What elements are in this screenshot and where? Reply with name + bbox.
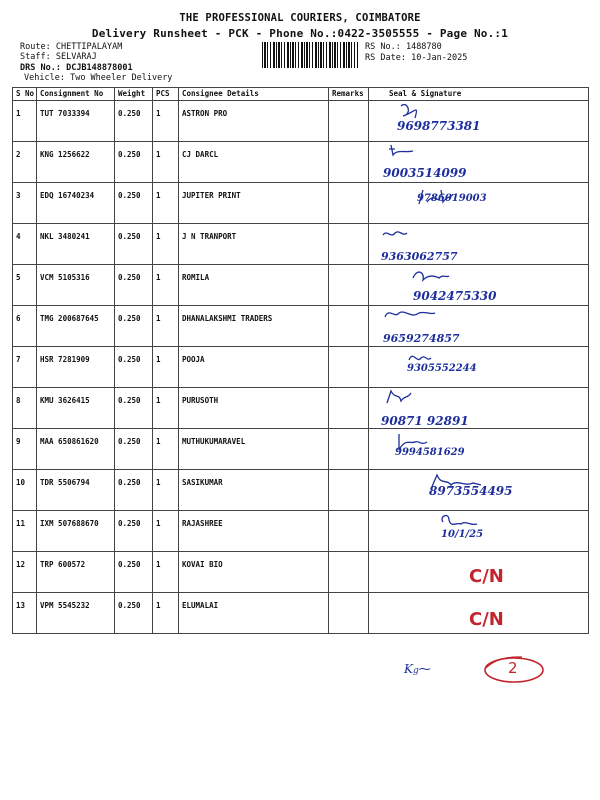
cell-sno: 5 [13,265,37,306]
table-row [13,183,589,224]
cell-consignment-no: HSR 7281909 [37,347,115,388]
drs-label: DRS No.: [20,63,61,73]
cell-remarks [329,265,369,306]
cell-weight: 0.250 [115,224,153,265]
col-header-sno: S No [13,88,37,101]
route-value: CHETTIPALAYAM [55,42,123,52]
cell-remarks [329,224,369,265]
vehicle-label: Vehicle: [24,73,65,83]
cell-consignee: SASIKUMAR [179,470,329,511]
route-label: Route: [20,42,51,52]
handwritten-phone: C/N [469,566,504,587]
cell-sno: 1 [13,101,37,142]
table-row [13,470,589,511]
staff-label: Staff: [20,52,51,62]
table-row [13,306,589,347]
signature-scribble [409,266,479,290]
handwritten-phone: 8973554495 [429,484,513,498]
cell-consignment-no: TDR 5506794 [37,470,115,511]
table-row [13,388,589,429]
route-line [20,42,122,52]
drs-value: DCJB148878001 [66,63,133,73]
cell-consignment-no: NKL 3480241 [37,224,115,265]
cell-pcs: 1 [153,388,179,429]
table-row [13,552,589,593]
table-row [13,224,589,265]
cell-pcs: 1 [153,429,179,470]
cell-seal-signature [369,347,589,388]
rs-no-line [365,42,442,52]
rs-no-label: RS No.: [365,42,401,52]
cell-weight: 0.250 [115,593,153,634]
barcode [262,42,358,68]
cell-sno: 12 [13,552,37,593]
cell-seal-signature [369,388,589,429]
signature-scribble [377,225,447,249]
cell-weight: 0.250 [115,183,153,224]
table-row [13,101,589,142]
cell-pcs: 1 [153,470,179,511]
col-header-consignment: Consignment No [37,88,115,101]
runsheet-table [12,87,589,634]
cell-seal-signature [369,101,589,142]
cell-consignee: DHANALAKSHMI TRADERS [179,306,329,347]
signature-scribble [379,143,449,167]
cell-sno: 2 [13,142,37,183]
handwritten-phone: 9363062757 [381,250,458,263]
cell-consignee: PURUSOTH [179,388,329,429]
cell-weight: 0.250 [115,347,153,388]
cell-consignee: KOVAI BIO [179,552,329,593]
footer-initials: Kg⁓ [404,662,431,676]
cell-seal-signature [369,306,589,347]
cell-seal-signature [369,593,589,634]
cell-remarks [329,142,369,183]
table-row [13,593,589,634]
staff-line [20,52,97,62]
table-header-row [13,88,589,101]
cell-remarks [329,429,369,470]
signature-scribble [379,307,449,331]
cell-remarks [329,511,369,552]
cell-sno: 9 [13,429,37,470]
cell-sno: 6 [13,306,37,347]
circled-page-number: 2 [508,659,518,677]
rs-date-label: RS Date: [365,53,406,63]
cell-seal-signature [369,183,589,224]
cell-remarks [329,593,369,634]
cell-consignee: POOJA [179,347,329,388]
cell-sno: 11 [13,511,37,552]
table-body [13,101,589,634]
cell-consignee: MUTHUKUMARAVEL [179,429,329,470]
cell-pcs: 1 [153,593,179,634]
cell-seal-signature [369,265,589,306]
cell-weight: 0.250 [115,511,153,552]
cell-pcs: 1 [153,347,179,388]
cell-remarks [329,388,369,429]
cell-sno: 3 [13,183,37,224]
handwritten-phone: 9042475330 [413,289,497,303]
cell-pcs: 1 [153,552,179,593]
col-header-pcs: PCS [153,88,179,101]
handwritten-phone: 9305552244 [407,363,477,374]
cell-sno: 8 [13,388,37,429]
cell-consignment-no: MAA 650861620 [37,429,115,470]
cell-consignment-no: KMU 3626415 [37,388,115,429]
cell-pcs: 1 [153,101,179,142]
cell-weight: 0.250 [115,142,153,183]
cell-consignee: ASTRON PRO [179,101,329,142]
cell-pcs: 1 [153,265,179,306]
cell-weight: 0.250 [115,429,153,470]
cell-sno: 7 [13,347,37,388]
rs-date-line [365,53,467,63]
cell-pcs: 1 [153,511,179,552]
cell-weight: 0.250 [115,388,153,429]
cell-consignment-no: VPM 5545232 [37,593,115,634]
cell-sno: 10 [13,470,37,511]
cell-weight: 0.250 [115,265,153,306]
company-title: THE PROFESSIONAL COURIERS, COIMBATORE [179,12,421,24]
cell-weight: 0.250 [115,101,153,142]
handwritten-phone: 9003514099 [383,166,467,180]
vehicle-value: Two Wheeler Delivery [70,73,173,83]
cell-consignment-no: IXM 507688670 [37,511,115,552]
table-row [13,511,589,552]
handwritten-phone: 9659274857 [383,332,460,345]
handwritten-phone: 9698773381 [397,119,481,133]
rs-no-value: 1488780 [405,42,442,52]
col-header-weight: Weight [115,88,153,101]
table-row [13,265,589,306]
runsheet-subtitle: Delivery Runsheet - PCK - Phone No.:0422-3505555 - Page No.:1 [91,27,509,40]
cell-sno: 4 [13,224,37,265]
cell-pcs: 1 [153,183,179,224]
handwritten-phone: 9786019003 [417,193,487,204]
cell-remarks [329,101,369,142]
cell-consignee: RAJASHREE [179,511,329,552]
cell-consignee: JUPITER PRINT [179,183,329,224]
cell-remarks [329,470,369,511]
drs-line [20,63,133,73]
cell-remarks [329,552,369,593]
cell-seal-signature [369,470,589,511]
cell-consignment-no: VCM 5105316 [37,265,115,306]
cell-consignment-no: TUT 7033394 [37,101,115,142]
cell-pcs: 1 [153,306,179,347]
cell-consignee: J N TRANPORT [179,224,329,265]
cell-seal-signature [369,511,589,552]
signature-scribble [377,389,447,413]
handwritten-phone: 90871 92891 [381,414,469,428]
cell-consignment-no: EDQ 16740234 [37,183,115,224]
cell-consignee: ELUMALAI [179,593,329,634]
col-header-remarks: Remarks [329,88,369,101]
cell-weight: 0.250 [115,552,153,593]
cell-consignment-no: TRP 600572 [37,552,115,593]
cell-weight: 0.250 [115,470,153,511]
col-header-signature: Seal & Signature [369,88,589,101]
handwritten-phone: C/N [469,609,504,630]
cell-pcs: 1 [153,142,179,183]
cell-consignment-no: TMG 200687645 [37,306,115,347]
cell-seal-signature [369,142,589,183]
cell-sno: 13 [13,593,37,634]
rs-date-value: 10-Jan-2025 [411,53,468,63]
cell-pcs: 1 [153,224,179,265]
col-header-consignee: Consignee Details [179,88,329,101]
cell-remarks [329,347,369,388]
cell-seal-signature [369,224,589,265]
handwritten-phone: 9994581629 [395,447,465,458]
vehicle-line [24,73,172,83]
cell-seal-signature [369,429,589,470]
cell-remarks [329,306,369,347]
cell-remarks [329,183,369,224]
table-row [13,347,589,388]
cell-consignee: ROMILA [179,265,329,306]
table-row [13,429,589,470]
staff-value: SELVARAJ [55,52,97,62]
cell-consignment-no: KNG 1256622 [37,142,115,183]
cell-seal-signature [369,552,589,593]
cell-consignee: CJ DARCL [179,142,329,183]
cell-weight: 0.250 [115,306,153,347]
table-row [13,142,589,183]
handwritten-phone: 10/1/25 [441,529,484,540]
